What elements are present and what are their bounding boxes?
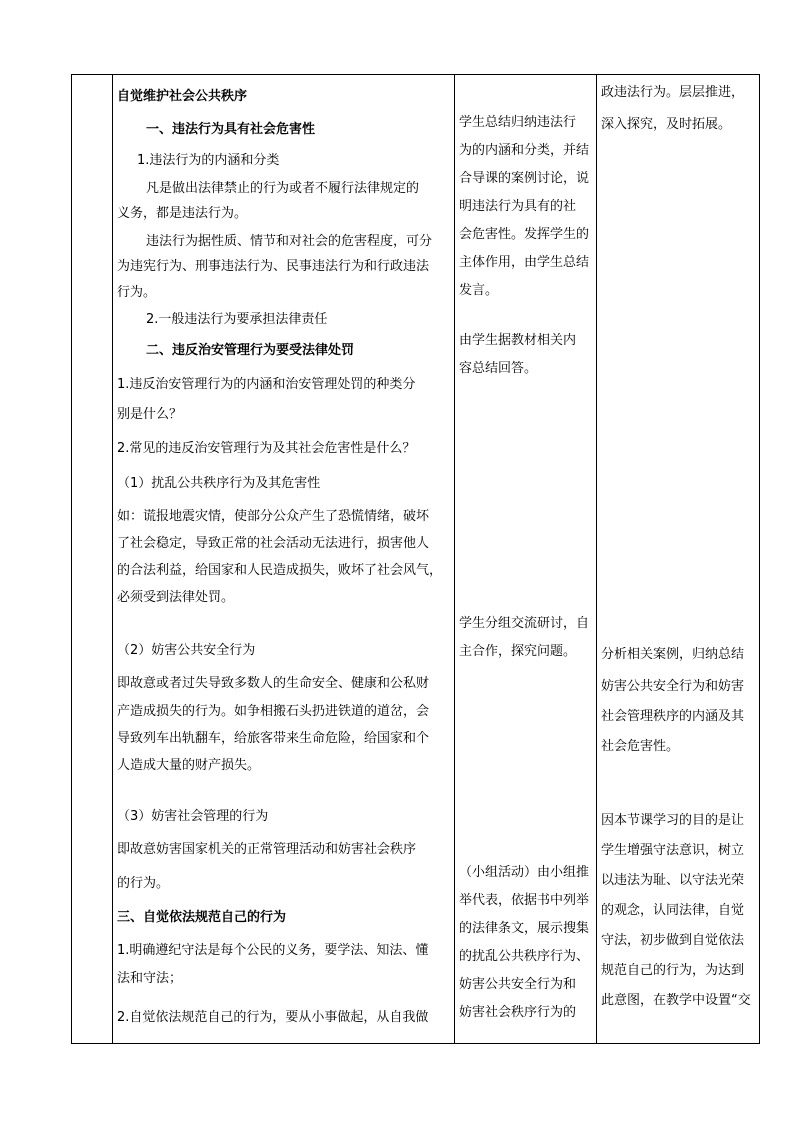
heading-two: 二、违反治安管理行为要受法律处罚 [146,343,355,358]
text-line: 政违法行为。层层推进， [601,85,745,100]
text-line: 的法律条文，展示搜集 [459,921,590,936]
text-line: 社会危害性。 [601,739,680,754]
text-line: 发言。 [459,283,499,298]
text-line: 妨害公共安全行为和妨害 [601,679,745,694]
text-line: 因本节课学习的目的是让 [601,813,745,828]
text-line: 社会管理秩序的内涵及其 [601,709,745,724]
student-activity-cell [455,75,597,1044]
table-row [72,75,760,1044]
text-line: 别是什么？ [117,407,183,422]
text-line: 行为。 [117,285,157,300]
text-line: 1.违法行为的内涵和分类 [137,153,280,168]
text-line: 举代表，依据书中列举 [459,893,590,908]
text-line: 产造成损失的行为。如争相搬石头扔进铁道的道岔，会 [117,704,430,719]
text-line: 的行为。 [117,876,170,891]
text-line: 分析相关案例，归纳总结 [601,647,745,662]
text-line: 了社会稳定，导致正常的社会活动无法进行，损害他人 [117,536,430,551]
text-line: 2.自觉依法规范自己的行为，要从小事做起，从自我做 [117,1010,429,1025]
lesson-plan-table [71,74,760,1044]
text-line: 1.违反治安管理行为的内涵和治安管理处罚的种类分 [117,377,416,392]
text-line: 由学生据教材相关内 [459,333,577,348]
text-line: 会危害性。发挥学生的 [459,227,590,242]
text-line: 容总结回答。 [459,361,538,376]
text-line: 如：谎报地震灾情，使部分公众产生了恐慌情绪，破坏 [117,509,430,524]
text-line: （2）妨害公共安全行为 [117,643,256,658]
teaching-content-cell [113,75,455,1044]
text-line: 深入探究，及时拓展。 [601,117,732,132]
text-line: 规范自己的行为，为达到 [601,963,745,978]
text-line: 妨害公共安全行为和 [459,977,577,992]
text-line: 义务，都是违法行为。 [117,206,248,221]
text-line: 学生增强守法意识，树立 [601,843,745,858]
text-line: 即故意妨害国家机关的正常管理活动和妨害社会秩序 [117,842,417,857]
text-line: 1.明确遵纪守法是每个公民的义务，要学法、知法、懂 [117,943,429,958]
text-line: 妨害社会秩序行为的 [459,1005,577,1020]
text-line: 即故意或者过失导致多数人的生命安全、健康和公私财 [117,676,430,691]
text-line: 主体作用，由学生总结 [459,255,590,270]
design-intent-cell [597,75,760,1044]
text-line: 法和守法； [117,971,183,986]
text-line: （1）扰乱公共秩序行为及其危害性 [117,476,321,491]
text-line: 学生总结归纳违法行 [459,115,577,130]
text-line: 守法，初步做到自觉依法 [601,933,745,948]
text-line: 学生分组交流研讨，自 [459,616,590,631]
text-line: 以违法为耻、以守法光荣 [601,873,745,888]
text-line: 2.常见的违反治安管理行为及其社会危害性是什么？ [117,441,416,456]
text-line: 的观念，认同法律，自觉 [601,903,745,918]
text-line: 明违法行为具有的社 [459,199,577,214]
text-line: 2.一般违法行为要承担法律责任 [146,312,328,327]
text-line: （3）妨害社会管理的行为 [117,809,269,824]
blank-column-cell [72,75,113,1044]
heading-three: 三、自觉依法规范自己的行为 [117,910,287,925]
text-line: 为的内涵和分类，并结 [459,143,590,158]
text-line: 的合法利益，给国家和人民造成损失，败坏了社会风气， [117,563,443,578]
text-line: 违法行为据性质、情节和对社会的危害程度，可分 [146,234,433,249]
text-line: 合导课的案例讨论，说 [459,171,590,186]
text-line: 主合作，探究问题。 [459,644,577,659]
section-title: 自觉维护社会公共秩序 [117,89,248,104]
text-line: 为违宪行为、刑事违法行为、民事违法行为和行政违法 [117,259,430,274]
text-line: 凡是做出法律禁止的行为或者不履行法律规定的 [146,181,420,196]
text-line: （小组活动）由小组推 [459,865,590,880]
text-line: 人造成大量的财产损失。 [117,758,261,773]
heading-one: 一、违法行为具有社会危害性 [146,122,316,137]
text-line: 此意图，在教学中设置“交 [601,993,751,1008]
text-line: 的扰乱公共秩序行为、 [459,949,590,964]
text-line: 导致列车出轨翻车，给旅客带来生命危险，给国家和个 [117,731,430,746]
text-line: 必须受到法律处罚。 [117,590,235,605]
